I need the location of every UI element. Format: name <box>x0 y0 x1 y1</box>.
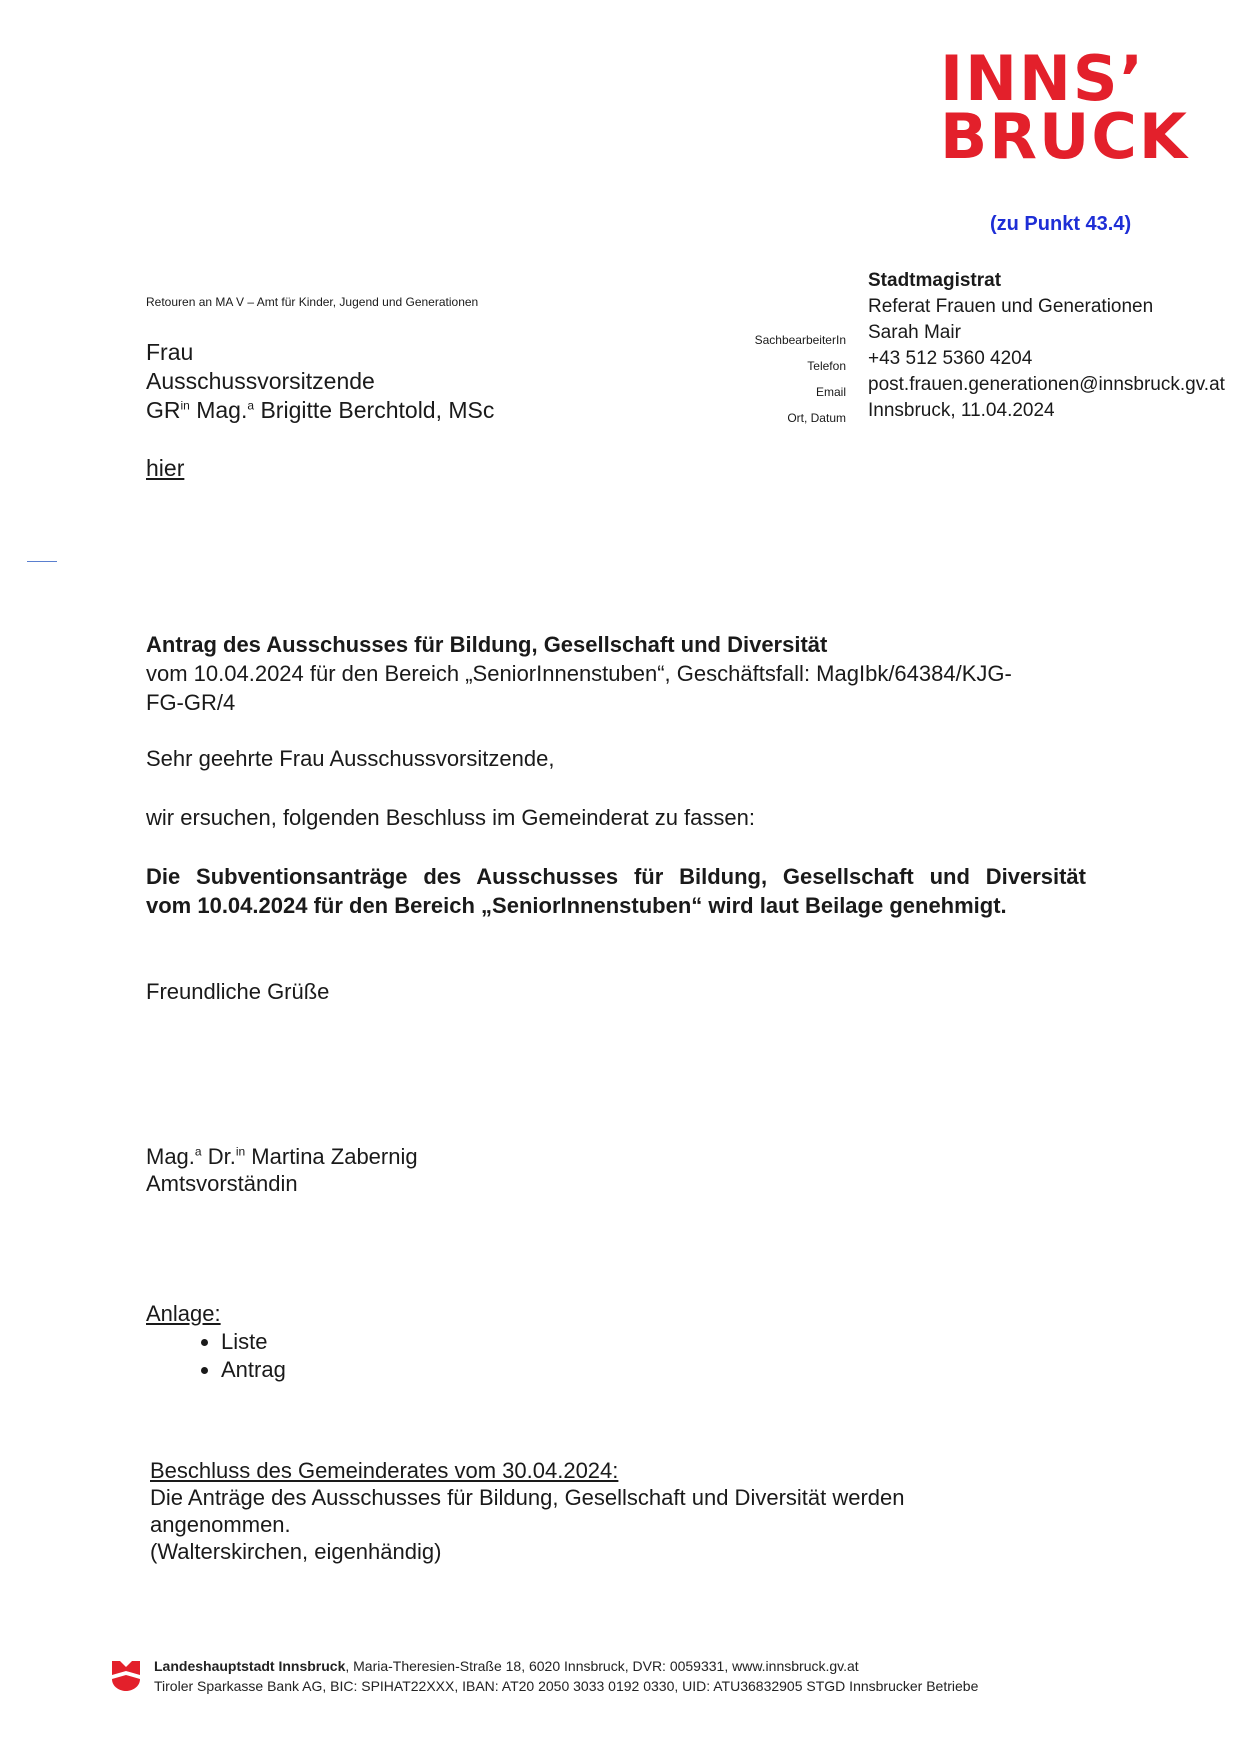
recipient-role: Ausschussvorsitzende <box>146 368 375 394</box>
sender-department: Referat Frauen und Generationen <box>868 296 1154 317</box>
city-emblem-icon <box>110 1657 142 1693</box>
decision-line-1: Die Anträge des Ausschusses für Bildung, Gesellschaft und Diversität werden <box>150 1485 905 1510</box>
recipient-name: $GR^{in}$ Mag.$^a$ Brigitte Berchtold, MSc <box>146 397 495 423</box>
footer-line-1: Landeshauptstadt Innsbruck, Maria-Theresien-Straße 18, 6020 Innsbruck, DVR: 0059331, www.innsbruck.gv.at <box>154 1658 859 1674</box>
fold-mark <box>27 561 57 562</box>
attachment-item: • Antrag <box>221 1356 286 1384</box>
sender-phone: +43 512 5360 4204 <box>868 348 1033 369</box>
attachments-section <box>146 1300 286 1384</box>
sender-place-date: Innsbruck, 11.04.2024 <box>868 400 1055 421</box>
subject-line-2: vom 10.04.2024 für den Bereich „SeniorInnenstuben“, Geschäftsfall: MagIbk/64384/KJG- <box>146 661 1012 686</box>
council-decision <box>150 1457 970 1565</box>
sender-clerk: Sarah Mair <box>868 322 961 343</box>
request-text: wir ersuchen, folgenden Beschluss im Gemeinderat zu fassen: <box>146 805 755 830</box>
subject-title: Antrag des Ausschusses für Bildung, Gesellschaft und Diversität <box>146 632 828 657</box>
recipient-address <box>146 338 494 425</box>
sender-email: post.frauen.generationen@innsbruck.gv.at <box>868 374 1225 395</box>
label-email: Email <box>815 385 846 399</box>
delivery-note-here: hier <box>146 455 185 481</box>
resolution-line-2: vom 10.04.2024 für den Bereich „SeniorInnenstuben“ wird laut Beilage genehmigt. <box>146 893 1007 918</box>
label-place-date: Ort, Datum <box>787 411 846 425</box>
topic-reference: (zu Punkt 43.4) <box>990 213 1132 235</box>
logo-line-1: INNS’ <box>940 42 1146 115</box>
decision-line-3: (Walterskirchen, eigenhändig) <box>150 1539 442 1564</box>
closing-greeting: Freundliche Grüße <box>146 979 330 1004</box>
attachments-heading: Anlage: <box>146 1301 221 1326</box>
sender-block <box>868 268 1225 424</box>
logo-line-2: BRUCK <box>940 100 1189 173</box>
recipient-salutation: Frau <box>146 339 194 365</box>
resolution-line-1: Die Subventionsanträge des Ausschusses für Bildung, Gesellschaft und Diversität <box>146 864 1086 889</box>
sender-labels <box>720 327 846 431</box>
letter-salutation: Sehr geehrte Frau Ausschussvorsitzende, <box>146 746 555 771</box>
label-phone: Telefon <box>807 359 846 373</box>
decision-heading: Beschluss des Gemeinderates vom 30.04.2024: <box>150 1458 619 1483</box>
footer-line-2: Tiroler Sparkasse Bank AG, BIC: SPIHAT22XXX, IBAN: AT20 2050 3033 0192 0330, UID: ATU36832905 STGD Innsbrucker Betriebe <box>154 1678 979 1694</box>
attachments-list <box>146 1328 286 1384</box>
letter-subject <box>146 630 1096 717</box>
letter-footer <box>154 1656 978 1696</box>
decision-line-2: angenommen. <box>150 1512 291 1537</box>
return-address-line: Retouren an MA V – Amt für Kinder, Jugend und Generationen <box>146 295 479 309</box>
signature-block <box>146 1143 418 1197</box>
sender-organization: Stadtmagistrat <box>868 270 1002 291</box>
signatory-role: Amtsvorständin <box>146 1171 298 1196</box>
label-clerk: SachbearbeiterIn <box>754 333 846 347</box>
attachment-item: • Liste <box>221 1328 286 1356</box>
signatory-name: Mag.$^a$ Dr.$^{in}$ Martina Zabernig <box>146 1144 418 1169</box>
innsbruck-logo <box>940 42 1189 173</box>
subject-line-3: FG-GR/4 <box>146 690 236 715</box>
